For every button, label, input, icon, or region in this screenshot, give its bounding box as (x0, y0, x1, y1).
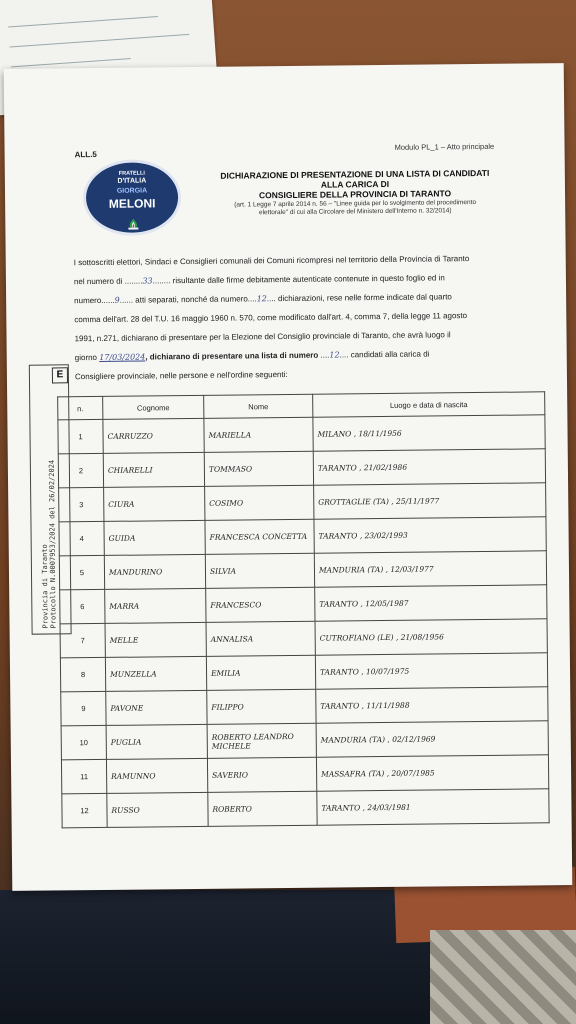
header-luogo-data: Luogo e data di nascita (313, 392, 545, 417)
document-subtitle (205, 199, 505, 218)
cell-number: 6 (60, 589, 105, 623)
stamp-letter: E (52, 367, 68, 383)
logo-line-1: FRATELLI (118, 170, 145, 177)
cell-number: 11 (61, 759, 106, 793)
title-line-1: DICHIARAZIONE DI PRESENTAZIONE DI UNA LISTA DI CANDIDATI (220, 167, 490, 181)
para2-text-b: risultante dalle firme debitamente autenticate contenute in questo foglio ed in (172, 273, 445, 286)
cell-number: 4 (59, 521, 104, 555)
para6-text-a: giorno (74, 352, 98, 363)
cell-number: 3 (59, 487, 104, 521)
table-row (59, 551, 546, 590)
handwritten-candidates-count: 12 (329, 350, 340, 360)
stamp-line-1: Provincia di Taranto (40, 544, 50, 629)
table-row (61, 721, 548, 760)
cell-number: 10 (61, 725, 106, 759)
cell-luogo-data: TARANTO , 23/02/1993 (314, 517, 546, 553)
table-row (61, 687, 548, 726)
cell-nome: MARIELLA (204, 417, 313, 452)
stamp-text (39, 398, 57, 628)
cell-nome: TOMMASO (204, 451, 313, 486)
handwritten-signers-count: 33 (142, 276, 153, 286)
table-row (58, 449, 545, 488)
cell-cognome: CHIARELLI (103, 452, 204, 487)
paragraph-line-2: nel numero di ........33........ risultante dalle firme debitamente autenticate contenute in questo foglio ed in (73, 273, 445, 287)
logo-line-3: GIORGIA (116, 187, 148, 195)
cell-nome: SILVIA (205, 553, 314, 588)
subtitle-line-1: (art. 1 Legge 7 aprile 2014 n. 56 – "Linee guida per lo svolgimento del procedimento (234, 199, 477, 209)
cell-luogo-data: TARANTO , 21/02/1986 (313, 449, 545, 485)
candidates-table (57, 391, 549, 828)
modulo-label: Modulo PL_1 – Atto principale (394, 141, 495, 152)
cell-cognome: GUIDA (104, 520, 205, 555)
cell-nome: FRANCESCO (206, 587, 315, 622)
handwritten-declarations-count: 12 (256, 294, 267, 304)
tiled-floor (430, 930, 576, 1024)
logo-line-2: D'ITALIA (117, 177, 147, 185)
party-logo (83, 159, 182, 236)
paragraph-line-1: I sottoscritti elettori, Sindaci e Consiglieri comunali dei Comuni ricompresi nel territorio della Provincia di Taranto (73, 254, 470, 268)
header-nome: Nome (204, 394, 313, 418)
subtitle-line-2: elettorale" di cui alla Circolare del Ministero dell'Interno n. 32/2014) (258, 207, 452, 217)
allegato-label: ALL.5 (74, 149, 97, 160)
cell-number: 5 (59, 555, 104, 589)
cell-cognome: PAVONE (106, 690, 207, 725)
paragraph-line-7: Consigliere provinciale, nelle persone e nell'ordine seguenti: (74, 369, 288, 382)
cell-number: 2 (58, 453, 103, 487)
cell-luogo-data: MANDURIA (TA) , 12/03/1977 (314, 551, 546, 587)
table-row (62, 789, 549, 828)
paragraph-line-6: giorno 17/03/2024, dichiarano di presentare una lista di numero ....12.... candidati alla carica di (74, 349, 430, 363)
cell-nome: FRANCESCA CONCETTA (205, 519, 314, 554)
para3-text-a: numero (74, 295, 102, 306)
cell-luogo-data: GROTTAGLIE (TA) , 25/11/1977 (314, 483, 546, 519)
cell-number: 7 (60, 623, 105, 657)
cell-cognome: MELLE (105, 622, 206, 657)
cell-cognome: RAMUNNO (106, 758, 207, 793)
cell-nome: EMILIA (206, 655, 315, 690)
table-row (61, 755, 548, 794)
table-body (58, 415, 549, 828)
cell-nome: FILIPPO (207, 689, 316, 724)
document-title (205, 168, 505, 201)
paragraph-line-4: comma dell'art. 28 del T.U. 16 maggio 1960 n. 570, come modificato dall'art. 4, comma 7, della legge 11 agosto (74, 311, 468, 325)
cell-cognome: CARRUZZO (103, 418, 204, 453)
para2-text-a: nel numero di (73, 276, 123, 287)
paragraph-line-3: numero......9...... atti separati, nonché da numero....12.... dichiarazioni, rese nelle forme indicate dal quarto (74, 292, 452, 306)
cell-luogo-data: TARANTO , 24/03/1981 (317, 789, 549, 825)
handwritten-acts-count: 9 (114, 295, 120, 305)
cell-nome: ROBERTO (208, 791, 317, 826)
cell-luogo-data: MILANO , 18/11/1956 (313, 415, 545, 451)
cell-number: 8 (60, 657, 105, 691)
table-row (60, 585, 547, 624)
title-line-3: CONSIGLIERE DELLA PROVINCIA DI TARANTO (258, 188, 452, 201)
cell-nome: ROBERTO LEANDRO MICHELE (207, 723, 316, 758)
title-line-2: ALLA CARICA DI (320, 178, 390, 190)
cell-nome: ANNALISA (206, 621, 315, 656)
table-row (59, 517, 546, 556)
para6-text-b: , dichiarano di presentare una lista di numero (145, 350, 319, 362)
para3-text-b: atti separati, nonché da numero (135, 294, 248, 305)
cell-cognome: PUGLIA (106, 724, 207, 759)
cell-cognome: CIURA (104, 486, 205, 521)
cell-luogo-data: CUTROFIANO (LE) , 21/08/1956 (315, 619, 547, 655)
cell-luogo-data: MANDURIA (TA) , 02/12/1969 (316, 721, 548, 757)
cell-cognome: RUSSO (107, 792, 208, 827)
document-sheet (4, 63, 573, 891)
cell-luogo-data: MASSAFRA (TA) , 20/07/1985 (316, 755, 548, 791)
cell-luogo-data: TARANTO , 10/07/1975 (315, 653, 547, 689)
paragraph-line-5: 1991, n.271, dichiarano di presentare per la Elezione del Consiglio provinciale di Taranto, che avrà luogo il (74, 330, 451, 344)
cell-luogo-data: TARANTO , 12/05/1987 (315, 585, 547, 621)
table-row (59, 483, 546, 522)
cell-nome: COSIMO (205, 485, 314, 520)
table-row (60, 653, 547, 692)
flame-icon (126, 219, 140, 231)
cell-number: 9 (61, 691, 106, 725)
table-row (60, 619, 547, 658)
para6-text-c: candidati alla carica di (350, 349, 430, 360)
cell-number: 12 (62, 793, 107, 827)
cell-nome: SAVERIO (207, 757, 316, 792)
header-n: n. (58, 396, 103, 419)
logo-line-4: MELONI (108, 196, 156, 211)
cell-number: 1 (58, 419, 103, 453)
cell-luogo-data: TARANTO , 11/11/1988 (316, 687, 548, 723)
cell-cognome: MANDURINO (104, 554, 205, 589)
cell-cognome: MUNZELLA (105, 656, 206, 691)
para3-text-c: dichiarazioni, rese nelle forme indicate dal quarto (277, 292, 452, 304)
handwritten-election-date: 17/03/2024 (99, 352, 146, 362)
stamp-line-2: Protocollo N.0007953/2024 del 26/02/2024 (47, 459, 58, 629)
table-row (58, 415, 545, 454)
cell-cognome: MARRA (105, 588, 206, 623)
header-cognome: Cognome (103, 395, 204, 419)
